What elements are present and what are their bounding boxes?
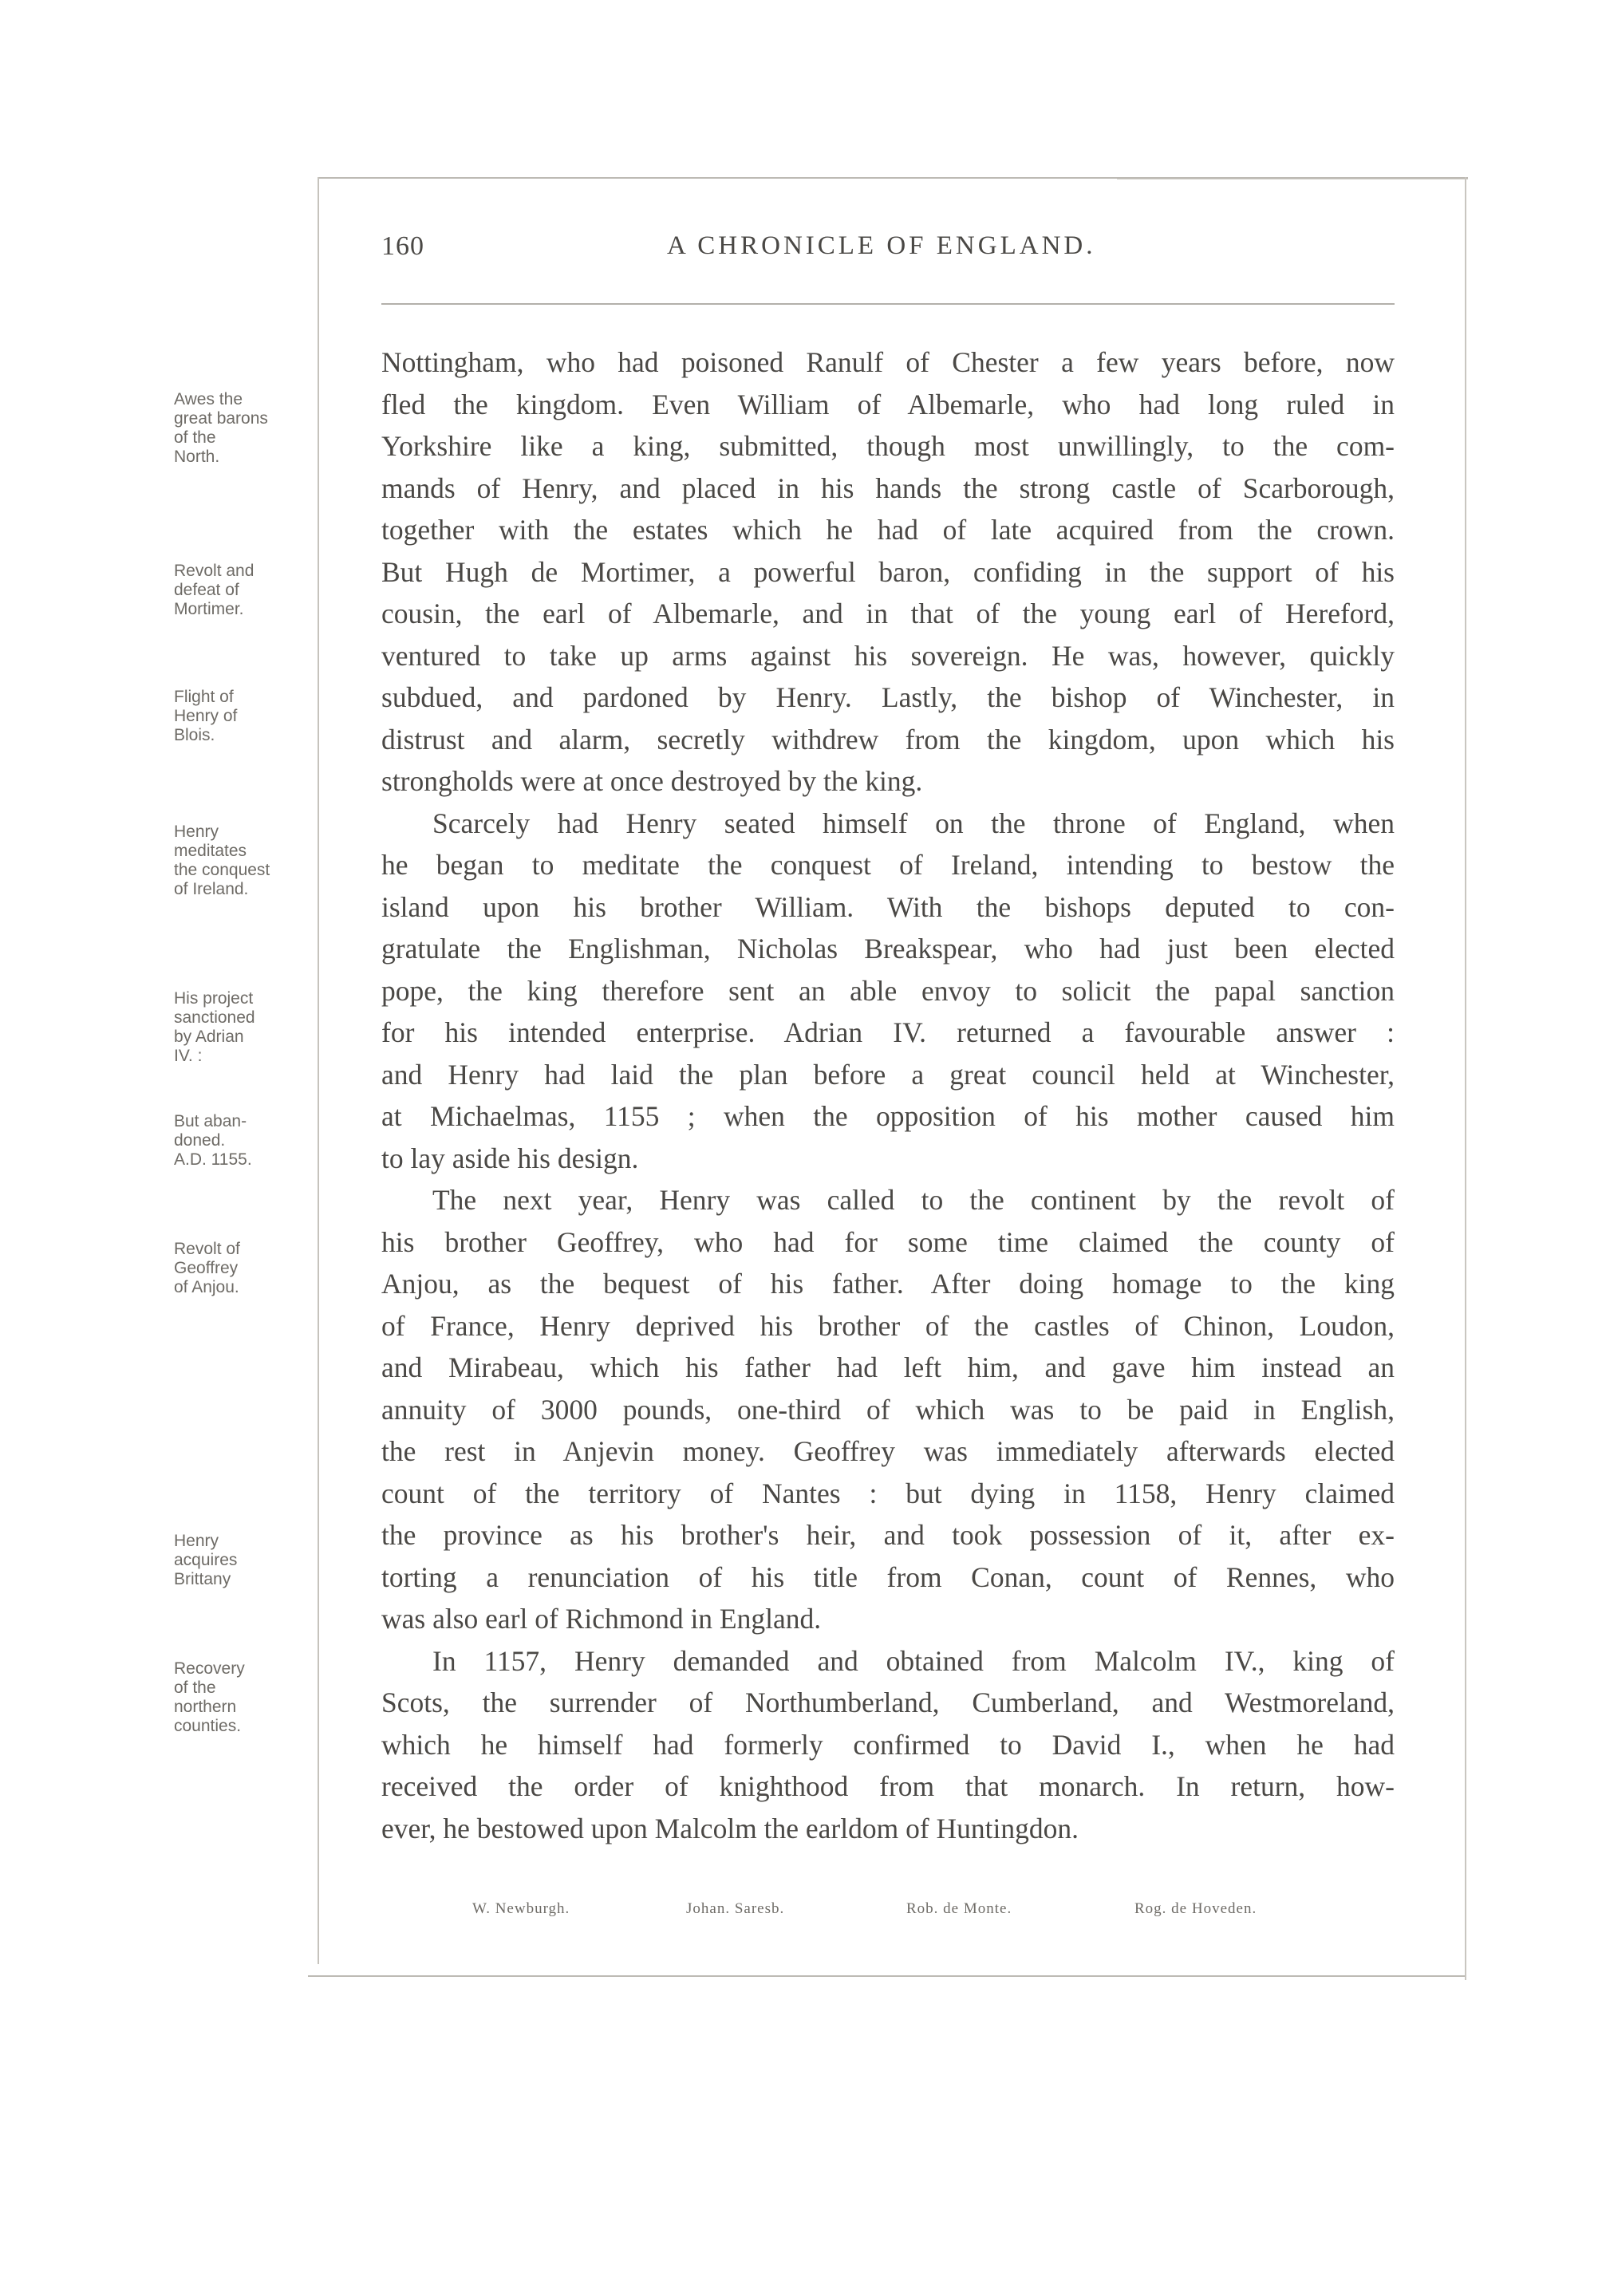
text-line: and Mirabeau, which his father had left him, and gave him instead an — [381, 1351, 1395, 1383]
citation: Rog. de Hoveden. — [1134, 1900, 1257, 1917]
margin-note: Revolt of Geoffrey of Anjou. — [174, 1240, 240, 1296]
page-frame-bottom-rule — [308, 1975, 1465, 1977]
text-line: count of the territory of Nantes : but dying in 1158, Henry claimed — [381, 1477, 1395, 1509]
citation: Rob. de Monte. — [906, 1900, 1012, 1917]
text-line: his brother Geoffrey, who had for some time claimed the county of — [381, 1225, 1395, 1258]
text-line: received the order of knighthood from that monarch. In return, how- — [381, 1770, 1395, 1802]
page-number: 160 — [381, 231, 424, 261]
margin-note: Flight of Henry of Blois. — [174, 688, 238, 744]
body-text — [381, 341, 1395, 1849]
text-line: subdued, and pardoned by Henry. Lastly, the bishop of Winchester, in — [381, 681, 1395, 713]
running-header — [381, 231, 1395, 271]
text-line: torting a renunciation of his title from Conan, count of Rennes, who — [381, 1560, 1395, 1593]
page-frame-left-rule — [318, 177, 319, 1964]
text-line: to lay aside his design. — [381, 1142, 639, 1174]
margin-note: Awes the great barons of the North. — [174, 390, 268, 466]
text-line: together with the estates which he had of late acquired from the crown. — [381, 514, 1395, 546]
citation: Johan. Saresb. — [686, 1900, 785, 1917]
running-title: A CHRONICLE OF ENGLAND. — [667, 231, 1096, 260]
paragraph — [381, 803, 1395, 1180]
text-line: Nottingham, who had poisoned Ranulf of Chester a few years before, now — [381, 346, 1395, 378]
paragraph — [381, 1179, 1395, 1640]
text-line: island upon his brother William. With the bishops deputed to con- — [381, 890, 1395, 923]
text-line: cousin, the earl of Albemarle, and in that of the young earl of Hereford, — [381, 598, 1395, 629]
text-line: was also earl of Richmond in England. — [381, 1603, 822, 1635]
text-line: Anjou, as the bequest of his father. After doing homage to the king — [381, 1268, 1395, 1300]
margin-note: Recovery of the northern counties. — [174, 1659, 245, 1735]
margin-note: His project sanctioned by Adrian IV. : — [174, 989, 255, 1065]
text-line: ever, he bestowed upon Malcolm the earldom of Huntingdon. — [381, 1812, 1079, 1844]
text-line: at Michaelmas, 1155 ; when the opposition of his mother caused him — [381, 1100, 1395, 1132]
text-line: pope, the king therefore sent an able envoy to solicit the papal sanction — [381, 974, 1395, 1007]
text-line: which he himself had formerly confirmed to David I., when he had — [381, 1728, 1395, 1761]
paragraph — [381, 1640, 1395, 1850]
text-line: Yorkshire like a king, submitted, though most unwillingly, to the com- — [381, 430, 1395, 462]
source-citations — [381, 1900, 1395, 1924]
text-line: the rest in Anjevin money. Geoffrey was immediately afterwards elected — [381, 1435, 1395, 1467]
margin-note: Henry meditates the conquest of Ireland. — [174, 823, 270, 898]
text-line: the province as his brother's heir, and took possession of it, after ex- — [381, 1519, 1395, 1551]
text-line: distrust and alarm, secretly withdrew from the kingdom, upon which his — [381, 723, 1395, 755]
text-line: of France, Henry deprived his brother of the castles of Chinon, Loudon, — [381, 1309, 1395, 1342]
text-line: Scots, the surrender of Northumberland, Cumberland, and Westmoreland, — [381, 1686, 1395, 1718]
text-line: and Henry had laid the plan before a great council held at Winchester, — [381, 1058, 1395, 1091]
citation: W. Newburgh. — [472, 1900, 570, 1917]
text-line: The next year, Henry was called to the continent by the revolt of — [432, 1184, 1395, 1216]
text-line: Scarcely had Henry seated himself on the throne of England, when — [432, 807, 1395, 839]
margin-note: Henry acquires Brittany — [174, 1532, 238, 1588]
text-line: ventured to take up arms against his sovereign. He was, however, quickly — [381, 639, 1395, 672]
text-line: fled the kingdom. Even William of Albemarle, who had long ruled in — [381, 388, 1395, 420]
text-line: But Hugh de Mortimer, a powerful baron, confiding in the support of his — [381, 555, 1395, 588]
text-line: gratulate the Englishman, Nicholas Breakspear, who had just been elected — [381, 933, 1395, 965]
text-line: strongholds were at once destroyed by the king. — [381, 765, 923, 797]
margin-note: But aban- doned. A.D. 1155. — [174, 1112, 252, 1169]
header-rule — [381, 303, 1395, 305]
text-line: In 1157, Henry demanded and obtained from Malcolm IV., king of — [432, 1644, 1395, 1677]
page-frame-right-rule — [1465, 177, 1466, 1980]
paragraph — [381, 341, 1395, 803]
text-line: annuity of 3000 pounds, one-third of which was to be paid in English, — [381, 1393, 1395, 1426]
margin-note: Revolt and defeat of Mortimer. — [174, 562, 254, 618]
text-line: for his intended enterprise. Adrian IV. returned a favourable answer : — [381, 1016, 1395, 1048]
text-line: mands of Henry, and placed in his hands the strong castle of Scarborough, — [381, 471, 1395, 504]
text-line: he began to meditate the conquest of Ireland, intending to bestow the — [381, 849, 1395, 881]
